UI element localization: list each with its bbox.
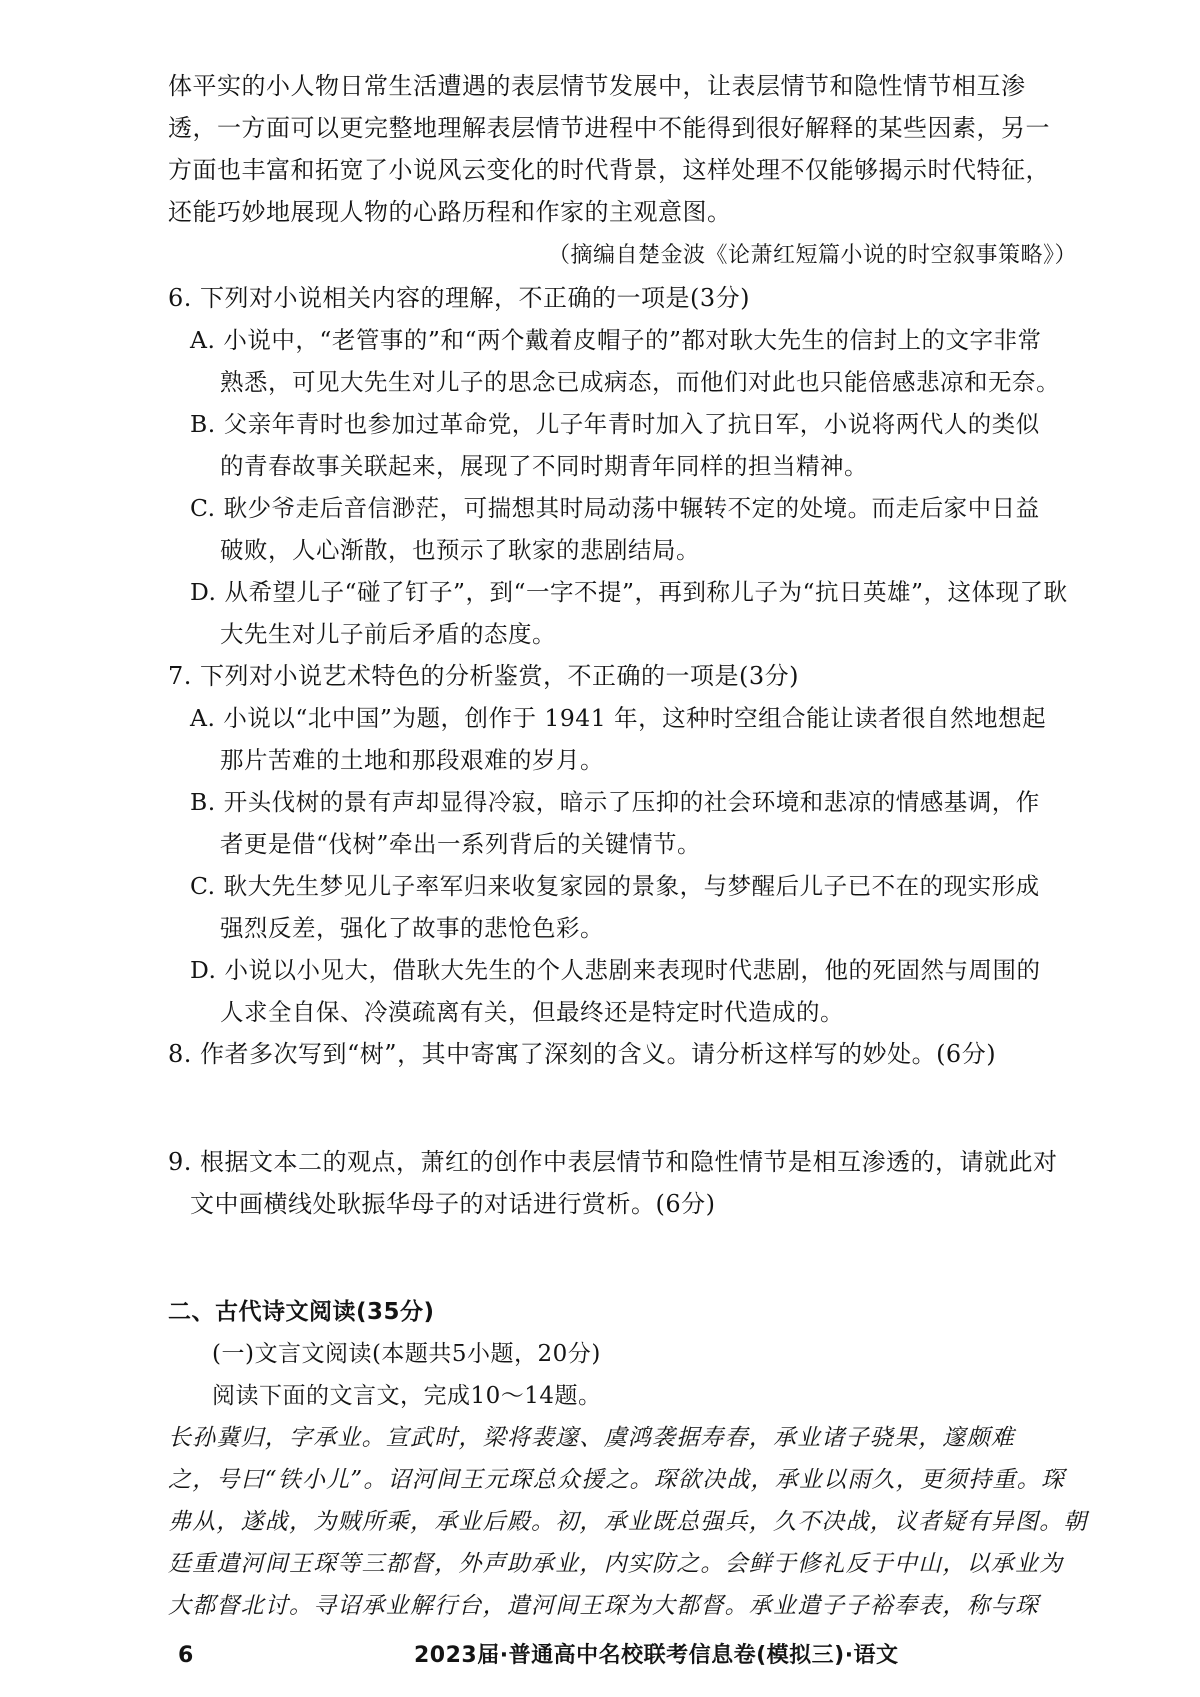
q7-option-d-line1: D. 小说以小见大，借耿大先生的个人悲剧来表现时代悲剧，他的死固然与周围的 xyxy=(190,956,1041,984)
q6-option-b-line2: 的青春故事关联起来，展现了不同时期青年同样的担当精神。 xyxy=(220,452,868,480)
section2-subtitle: (一)文言文阅读(本题共5小题，20分) xyxy=(212,1341,601,1367)
classical-line-1: 长孙冀归，字承业。宣武时，梁将裴邃、虞鸿袭据寿春，承业诸子骁果，邃颇难 xyxy=(168,1425,1015,1451)
q6-stem: 6. 下列对小说相关内容的理解，不正确的一项是(3分) xyxy=(168,284,751,312)
passage-line-1: 体平实的小人物日常生活遭遇的表层情节发展中，让表层情节和隐性情节相互渗 xyxy=(168,72,1026,100)
q7-option-b-line1: B. 开头伐树的景有声却显得冷寂，暗示了压抑的社会环境和悲凉的情感基调，作 xyxy=(190,788,1040,816)
q7-option-d-line2: 人求全自保、冷漠疏离有关，但最终还是特定时代造成的。 xyxy=(220,998,844,1026)
q8-stem: 8. 作者多次写到“树”，其中寄寓了深刻的含义。请分析这样写的妙处。(6分) xyxy=(168,1040,997,1068)
section2-instruction: 阅读下面的文言文，完成10～14题。 xyxy=(212,1383,602,1409)
q6-option-c-line1: C. 耿少爷走后音信渺茫，可揣想其时局动荡中辗转不定的处境。而走后家中日益 xyxy=(190,494,1040,522)
classical-line-2: 之，号曰“铁小儿”。诏河间王元琛总众援之。琛欲决战，承业以雨久，更须持重。琛 xyxy=(168,1467,1066,1493)
q7-stem: 7. 下列对小说艺术特色的分析鉴赏，不正确的一项是(3分) xyxy=(168,662,800,690)
classical-line-3: 弗从，遂战，为贼所乘，承业后殿。初，承业既总强兵，久不决战，议者疑有异图。朝 xyxy=(168,1509,1088,1535)
section2-title: 二、古代诗文阅读(35分) xyxy=(168,1299,435,1325)
q7-option-c-line2: 强烈反差，强化了故事的悲怆色彩。 xyxy=(220,914,604,942)
q7-option-a-line1: A. 小说以“北中国”为题，创作于 1941 年，这种时空组合能让读者很自然地想起 xyxy=(190,704,1047,732)
q6-option-a-line2: 熟悉，可见大先生对儿子的思念已成病态，而他们对此也只能倍感悲凉和无奈。 xyxy=(220,368,1060,396)
passage-line-4: 还能巧妙地展现人物的心路历程和作家的主观意图。 xyxy=(168,198,732,226)
q9-stem-line2: 文中画横线处耿振华母子的对话进行赏析。(6分) xyxy=(190,1190,716,1218)
passage-line-2: 透，一方面可以更完整地理解表层情节进程中不能得到很好解释的某些因素，另一 xyxy=(168,114,1050,142)
passage-line-3: 方面也丰富和拓宽了小说风云变化的时代背景，这样处理不仅能够揭示时代特征， xyxy=(168,156,1050,184)
q6-option-c-line2: 破败，人心渐散，也预示了耿家的悲剧结局。 xyxy=(220,536,700,564)
q7-option-b-line2: 者更是借“伐树”牵出一系列背后的关键情节。 xyxy=(220,830,702,858)
q6-option-a-line1: A. 小说中，“老管事的”和“两个戴着皮帽子的”都对耿大先生的信封上的文字非常 xyxy=(190,326,1042,354)
footer-title: 2023届·普通高中名校联考信息卷(模拟三)·语文 xyxy=(414,1643,899,1668)
classical-line-4: 廷重遣河间王琛等三都督，外声助承业，内实防之。会鲜于修礼反于中山，以承业为 xyxy=(168,1551,1064,1577)
q6-option-d-line1: D. 从希望儿子“碰了钉子”，到“一字不提”，再到称儿子为“抗日英雄”，这体现了耿 xyxy=(190,578,1068,606)
classical-line-5: 大都督北讨。寻诏承业解行台，遣河间王琛为大都督。承业遣子子裕奉表，称与琛 xyxy=(168,1593,1040,1619)
page-number: 6 xyxy=(178,1643,194,1668)
q9-stem-line1: 9. 根据文本二的观点，萧红的创作中表层情节和隐性情节是相互渗透的，请就此对 xyxy=(168,1148,1058,1176)
passage-source: （摘编自楚金波《论萧红短篇小说的时空叙事策略》） xyxy=(548,243,1078,268)
q7-option-c-line1: C. 耿大先生梦见儿子率军归来收复家园的景象，与梦醒后儿子已不在的现实形成 xyxy=(190,872,1040,900)
q6-option-d-line2: 大先生对儿子前后矛盾的态度。 xyxy=(220,620,556,648)
q7-option-a-line2: 那片苦难的土地和那段艰难的岁月。 xyxy=(220,746,604,774)
q6-option-b-line1: B. 父亲年青时也参加过革命党，儿子年青时加入了抗日军，小说将两代人的类似 xyxy=(190,410,1040,438)
